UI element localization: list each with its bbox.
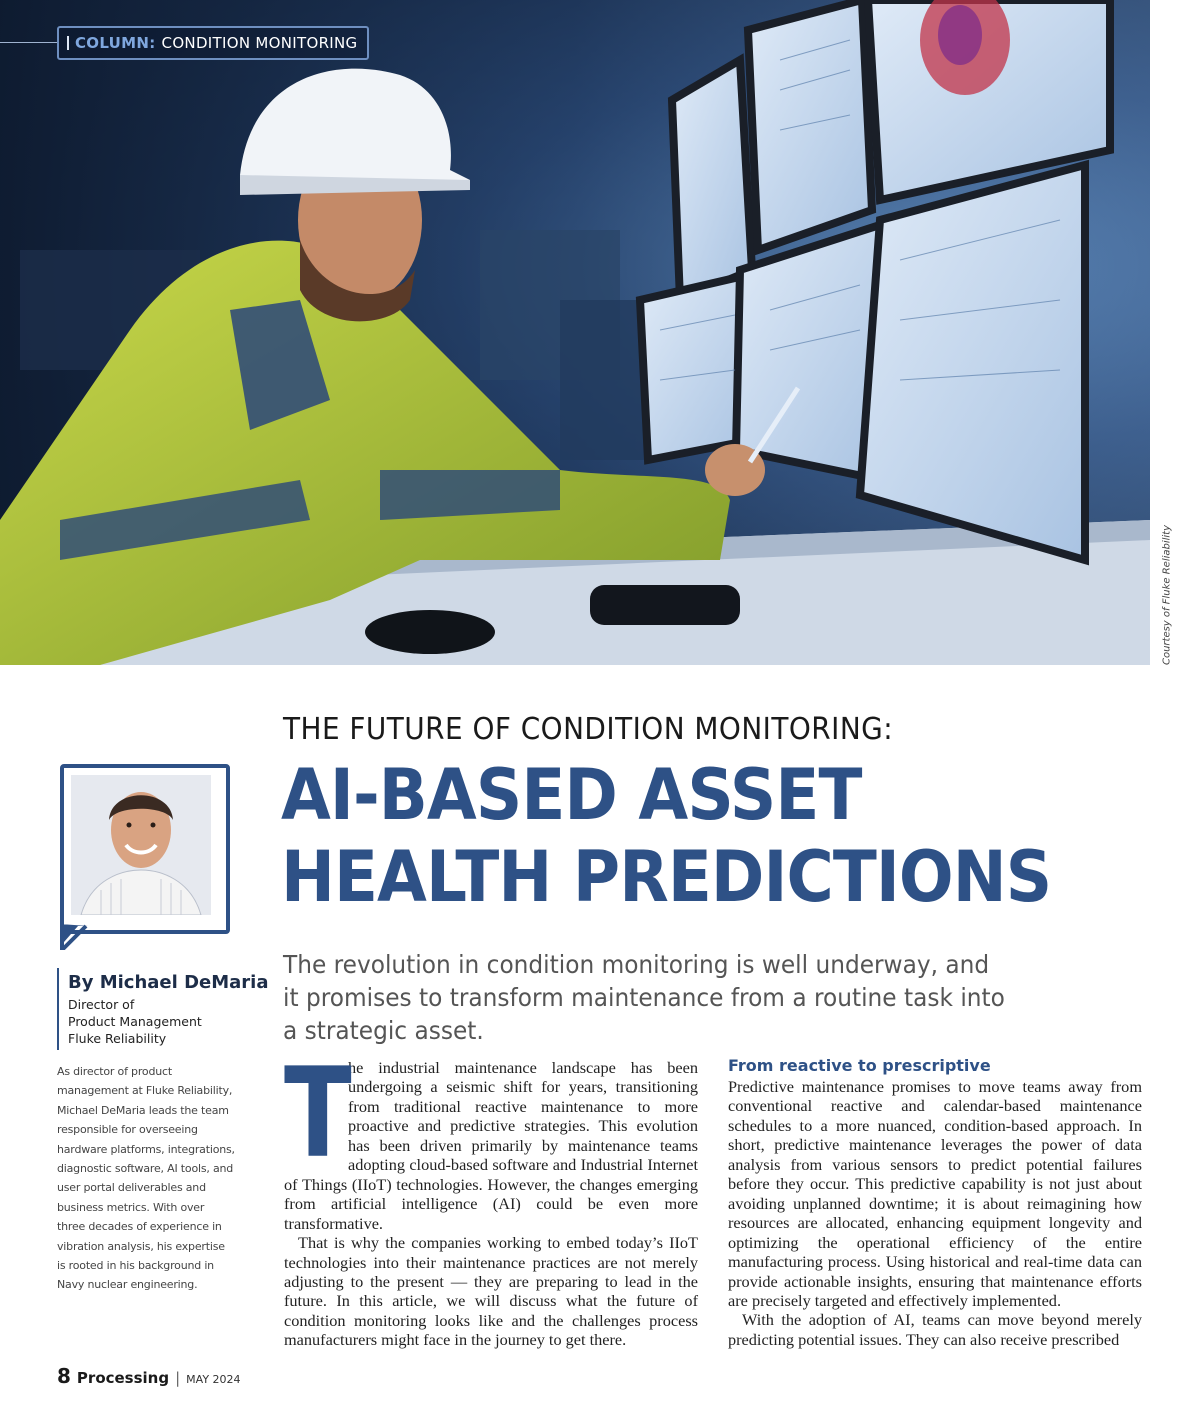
author-name: By Michael DeMaria bbox=[68, 972, 269, 993]
author-photo bbox=[71, 775, 211, 915]
issue-date: MAY 2024 bbox=[186, 1373, 241, 1386]
author-title-line: Product Management bbox=[68, 1014, 202, 1029]
column-tag-topic: CONDITION MONITORING bbox=[161, 34, 358, 52]
page-number: 8 bbox=[57, 1364, 71, 1388]
headline bbox=[281, 754, 1051, 918]
author-title bbox=[68, 996, 238, 1047]
author-title-line: Fluke Reliability bbox=[68, 1031, 167, 1046]
paragraph: That is why the companies working to embed today’s IIoT technologies into their maintenance practices are not merely adjusting to the present — they are preparing to lead in the future. In this article, we will discuss what the future of condition monitoring looks like and the challenges process manufacturers might face in the journey to get there. bbox=[284, 1233, 698, 1350]
hero-photo bbox=[0, 0, 1150, 665]
paragraph: With the adoption of AI, teams can move beyond merely predicting potential issues. They can also receive prescribed bbox=[728, 1310, 1142, 1349]
paragraph bbox=[284, 1042, 698, 1233]
author-bio: As director of product management at Fluke Reliability, Michael DeMaria leads the team responsible for overseeing hardware platforms, integrations, diagnostic software, AI tools, and user portal deliverables and business metrics. With over three decades of experience in vibration analysis, his expertise is rooted in his background in Navy nuclear engineering. bbox=[57, 1065, 235, 1292]
section-subhead: From reactive to prescriptive bbox=[728, 1056, 991, 1075]
author-frame-tail bbox=[60, 924, 88, 950]
deck: The revolution in condition monitoring is well underway, and it promises to transform maintenance from a routine task into a strategic asset. bbox=[283, 950, 1005, 1045]
paragraph-text: he industrial maintenance landscape has been undergoing a seismic shift for years, transitioning from traditional reactive maintenance to more proactive and predictive strategies. This evolution has been driven primarily by maintenance teams adopting cloud-based software and Industrial Internet of Things (IIoT) technologies. However, the changes emerging from artificial intelligence (AI) could be even more transformative. bbox=[284, 1058, 698, 1233]
paragraph: Predictive maintenance promises to move teams away from conventional reactive and calendar-based maintenance schedules to a more nuanced, condition-based approach. In short, predictive maintenance leverages the power of data analysis from various sensors to predict potential failures before they occur. This predictive capability is not just about avoiding unplanned downtime; it is about reimagining how resources are allocated, enhancing equipment longevity and optimizing the operational efficiency of the entire manufacturing process. Using historical and real-time data can provide actionable insights, ensuring that maintenance efforts are precisely targeted and effectively implemented. bbox=[728, 1077, 1142, 1310]
headline-line: HEALTH PREDICTIONS bbox=[281, 836, 1052, 918]
footer-separator: | bbox=[175, 1369, 181, 1387]
photo-credit bbox=[1158, 520, 1176, 670]
drop-cap: T bbox=[284, 1042, 352, 1186]
author-photo-frame bbox=[60, 764, 230, 934]
author-title-line: Director of bbox=[68, 997, 135, 1012]
page-footer bbox=[57, 1364, 241, 1388]
body-column-1 bbox=[284, 1042, 698, 1350]
hero-illustration bbox=[0, 0, 1150, 665]
author-rule bbox=[57, 968, 59, 1050]
author-portrait bbox=[71, 775, 211, 915]
body-column-2 bbox=[728, 1058, 1142, 1349]
headline-kicker: THE FUTURE OF CONDITION MONITORING: bbox=[283, 712, 894, 747]
photo-credit-text: Courtesy of Fluke Reliability bbox=[1161, 524, 1173, 666]
publication-name: Processing bbox=[76, 1369, 170, 1387]
headline-line: AI-BASED ASSET bbox=[281, 754, 862, 836]
column-tag-bar bbox=[67, 36, 69, 50]
column-tag-label: COLUMN: bbox=[75, 34, 156, 52]
column-tag bbox=[57, 26, 369, 60]
column-tag-rule bbox=[0, 42, 57, 43]
